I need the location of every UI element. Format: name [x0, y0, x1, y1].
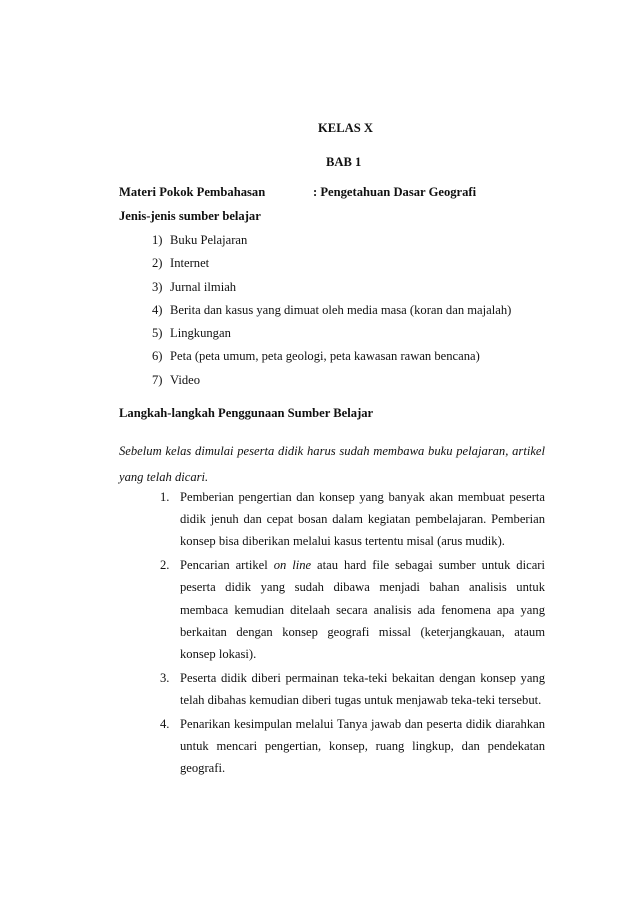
step-item [160, 667, 545, 711]
list-item [152, 302, 511, 325]
step-text-start: Pencarian artikel [180, 558, 274, 573]
step-item [160, 554, 545, 665]
chapter-title: BAB 1 [326, 155, 362, 169]
sources-heading: Jenis-jenis sumber belajar [119, 209, 261, 223]
sources-list [152, 232, 511, 395]
step-text: Peserta didik diberi permainan teka-teki bekaitan dengan konsep yang telah dibahas kemudian diberi tugas untuk menjawab teka-teki tersebut. [180, 670, 545, 707]
step-number: 1. [160, 490, 170, 504]
list-item-text: Buku Pelajaran [170, 233, 248, 247]
list-number: 5) [152, 326, 163, 341]
steps-heading: Langkah-langkah Penggunaan Sumber Belajar [119, 406, 374, 420]
list-item [152, 348, 511, 371]
topic-value: : Pengetahuan Dasar Geografi [313, 185, 477, 199]
list-item-text: Jurnal ilmiah [170, 279, 237, 294]
intro-paragraph: Sebelum kelas dimulai peserta didik harus sudah membawa buku pelajaran, artikel yang telah dicari. [119, 444, 545, 484]
list-number: 3) [152, 279, 163, 294]
topic-label: Materi Pokok Pembahasan [119, 185, 266, 199]
list-item [152, 279, 511, 302]
list-item-text: Video [170, 372, 201, 387]
list-item [152, 372, 511, 395]
list-number: 7) [152, 372, 163, 387]
list-item-text: Lingkungan [170, 326, 231, 341]
list-number: 1) [152, 233, 163, 247]
step-text: Pemberian pengertian dan konsep yang banyak akan membuat peserta didik jenuh dan cepat bosan dalam kegiatan pembelajaran. Pemberian konsep bisa diberikan melalui kasus tertentu misal (arus mudik). [180, 490, 545, 549]
list-item-text: Peta (peta umum, peta geologi, peta kawasan rawan bencana) [170, 349, 480, 364]
step-number: 2. [160, 558, 170, 573]
class-title: KELAS X [318, 121, 373, 135]
step-number: 4. [160, 716, 170, 731]
list-number: 2) [152, 256, 163, 271]
list-item-text: Berita dan kasus yang dimuat oleh media masa (koran dan majalah) [170, 302, 512, 317]
steps-list [160, 486, 545, 781]
step-text-end: atau hard file sebagai sumber untuk dicari peserta didik yang sudah dibawa menjadi bahan analisis untuk membaca kemudian ditelaah secara analisis ada fenomena apa yang berkaitan dengan konsep geografi missal (keterjangkauan, ataum konsep lokasi). [180, 558, 545, 661]
step-item [160, 486, 545, 553]
step-text-italic: on line [273, 558, 312, 573]
list-item [152, 232, 511, 255]
list-number: 4) [152, 302, 163, 317]
list-number: 6) [152, 349, 163, 364]
list-item [152, 255, 511, 278]
list-item [152, 325, 511, 348]
step-number: 3. [160, 670, 170, 685]
list-item-text: Internet [170, 256, 210, 271]
step-item [160, 713, 545, 780]
step-text: Penarikan kesimpulan melalui Tanya jawab dan peserta didik diarahkan untuk mencari pengertian, konsep, ruang lingkup, dan pendekatan geografi. [180, 716, 545, 775]
